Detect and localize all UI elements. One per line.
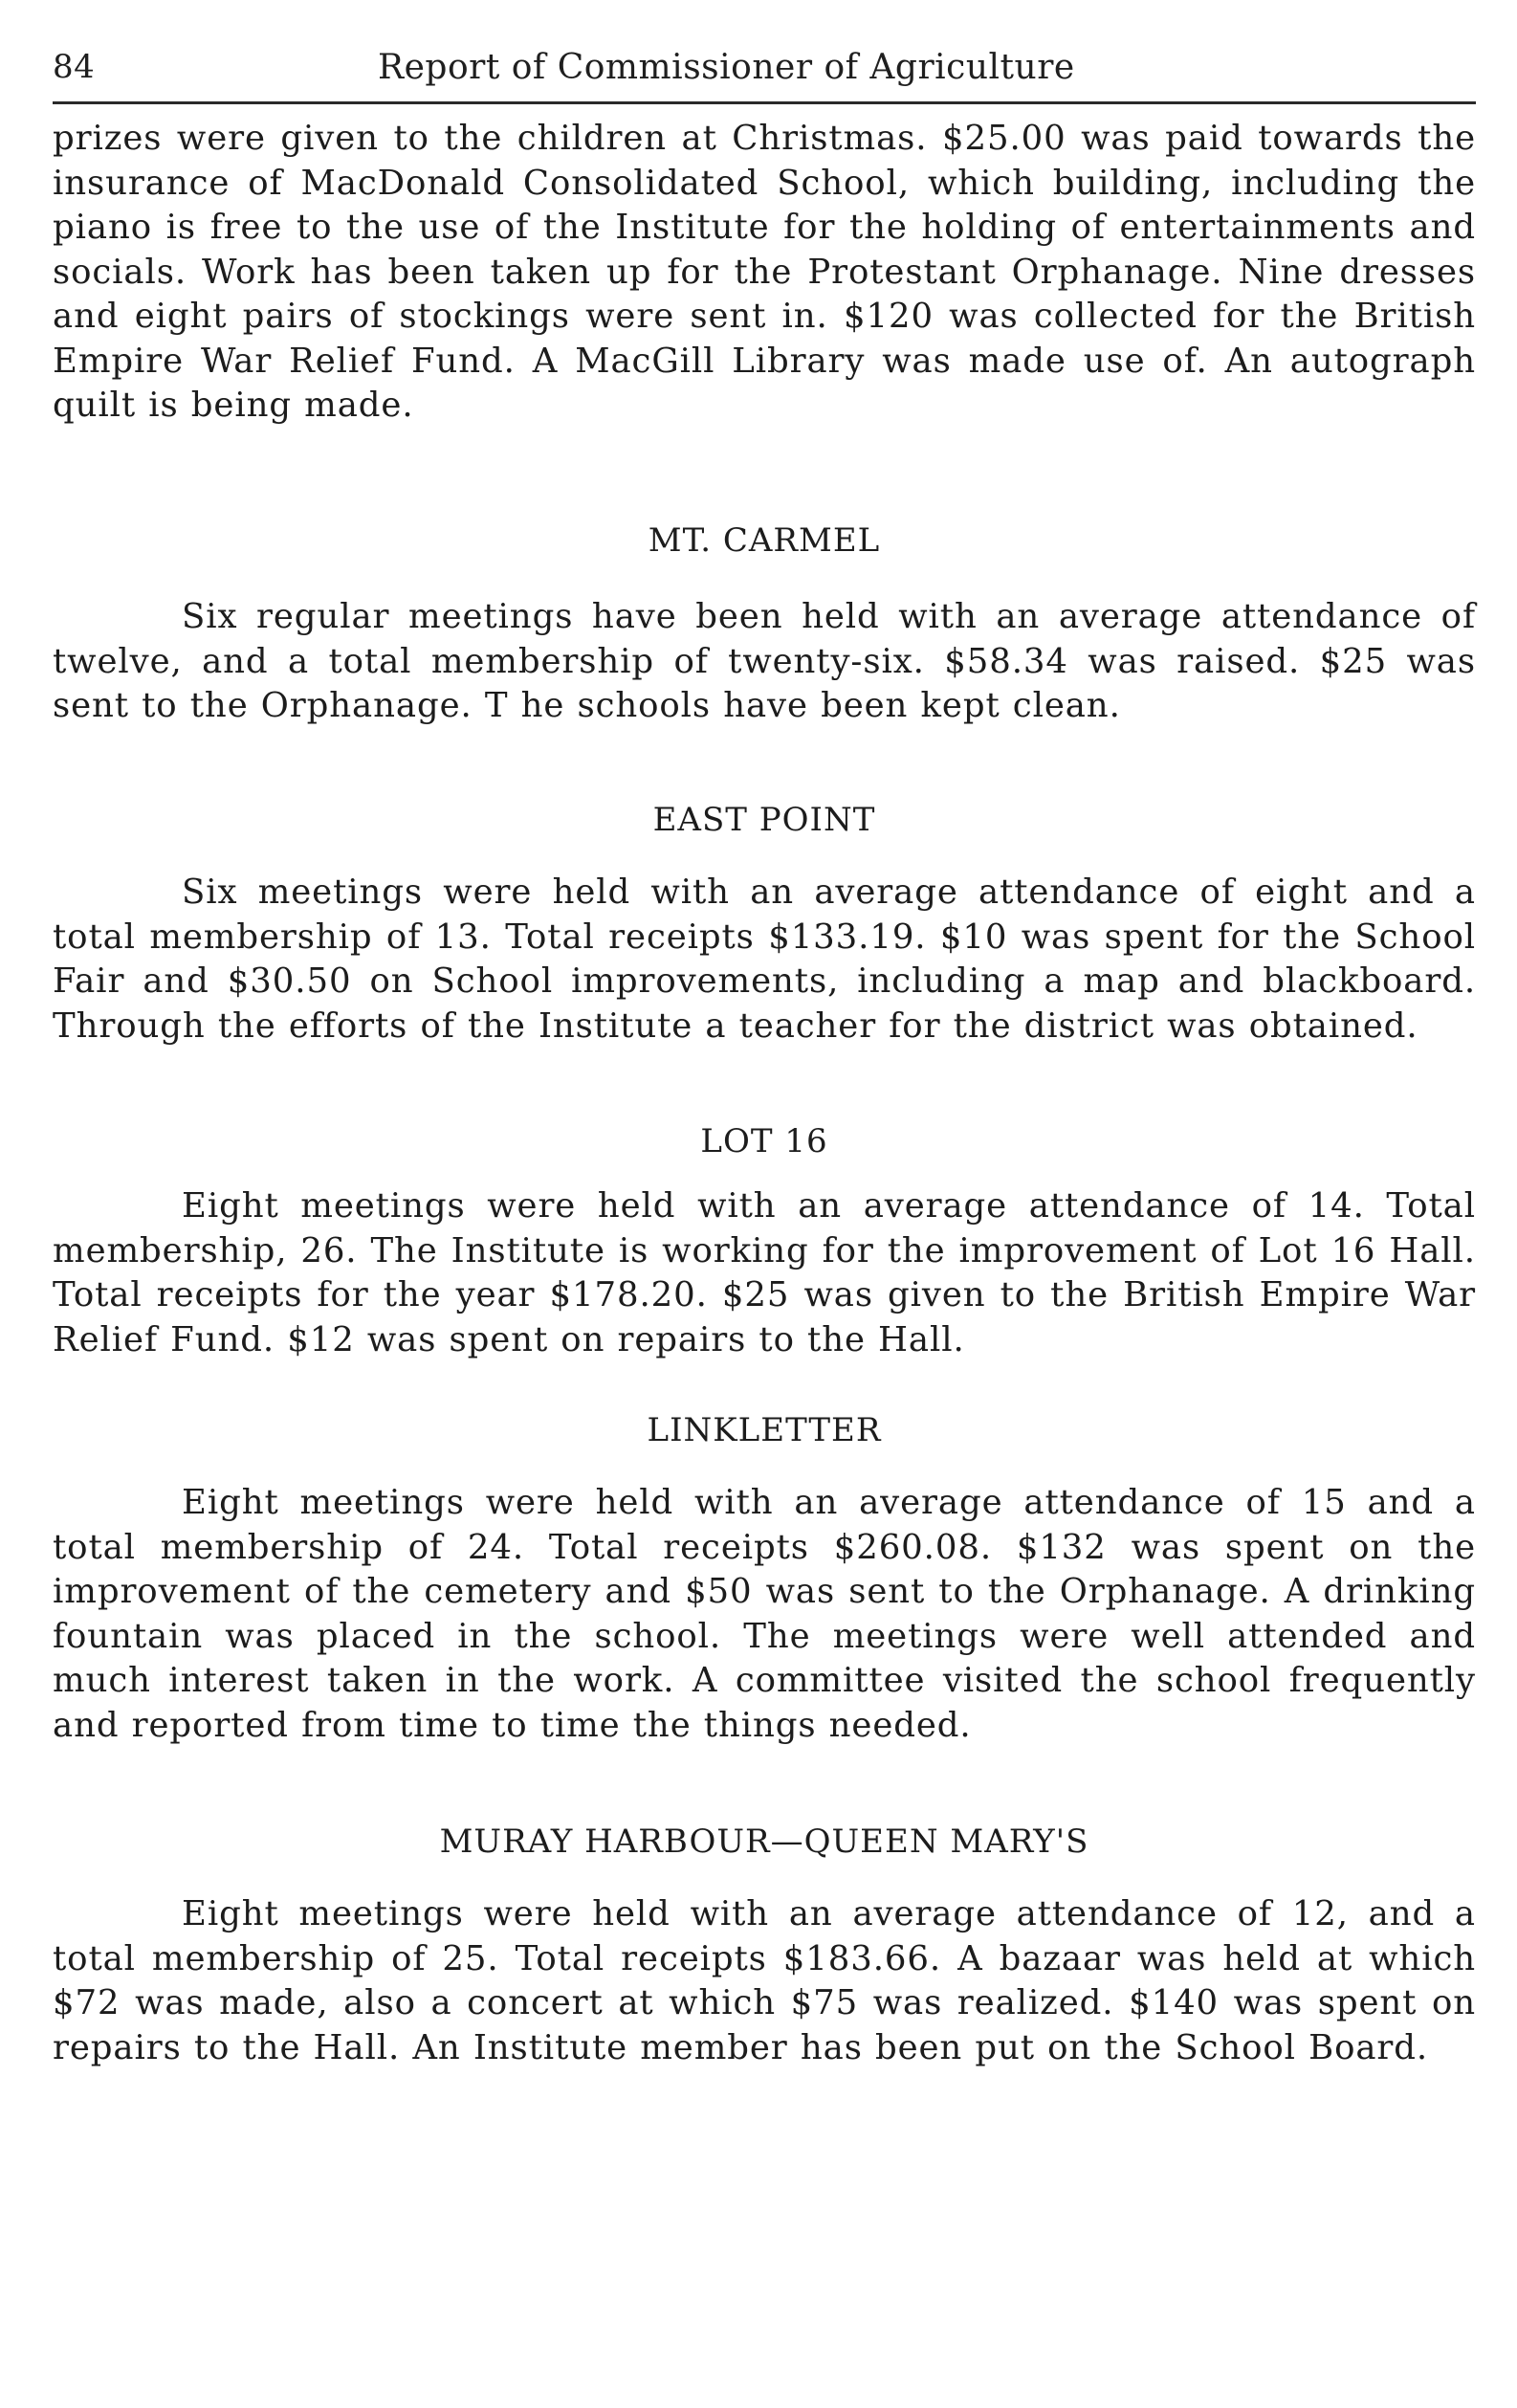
- page-header: [53, 38, 1478, 105]
- running-title: Report of Commissioner of Agriculture: [378, 48, 1075, 87]
- header-rule: [53, 101, 1476, 104]
- section-paragraph-linkletter: Eight meetings were held with an average attendance of 15 and a total membership of 24. Total receipts $260.08. $132 was spent on the improvement of the cemetery and $50 was sent to the Orphanage. A drinking fountain was placed in the school. The meetings were well attended and much interest taken in the work. A committee visited the school frequently and reported from time to time the things needed.: [53, 1483, 1476, 1745]
- section-heading-linkletter: LINKLETTER: [647, 1411, 882, 1449]
- section-heading-east-point: EAST POINT: [652, 801, 876, 839]
- section-paragraph-muray-harbour: Eight meetings were held with an average attendance of 12, and a total membership of 25. Total receipts $183.66. A bazaar was held at which $72 was made, also a concert at which $75 was realized. $140 was spent on repairs to the Hall. An Institute member has been put on the School Board.: [53, 1894, 1476, 2067]
- section-paragraph-east-point: Six meetings were held with an average attendance of eight and a total membership of 13. Total receipts $133.19. $10 was spent for the School Fair and $30.50 on School improvements, including a map and blackboard. Through the efforts of the Institute a teacher for the district was obtained.: [53, 873, 1476, 1046]
- section-heading-muray-harbour: MURAY HARBOUR—QUEEN MARY'S: [439, 1823, 1089, 1861]
- document-page: [53, 38, 1478, 2373]
- section-heading-lot-16: LOT 16: [700, 1122, 828, 1160]
- intro-paragraph: prizes were given to the children at Christmas. $25.00 was paid towards the insurance of MacDonald Consolidated School, which building, including the piano is free to the use of the Institute for the holding of entertainments and socials. Work has been taken up for the Protestant Orphanage. Nine dresses and eight pairs of stockings were sent in. $120 was collected for the British Empire War Relief Fund. A MacGill Library was made use of. An autograph quilt is being made.: [53, 119, 1476, 425]
- section-paragraph-lot-16: Eight meetings were held with an average attendance of 14. Total membership, 26. The Institute is working for the improvement of Lot 16 Hall. Total receipts for the year $178.20. $25 was given to the British Empire War Relief Fund. $12 was spent on repairs to the Hall.: [53, 1186, 1476, 1359]
- section-paragraph-mt-carmel: Six regular meetings have been held with an average attendance of twelve, and a total membership of twenty-six. $58.34 was raised. $25 was sent to the Orphanage. T he schools have been kept clean.: [53, 597, 1476, 725]
- section-heading-mt-carmel: MT. CARMEL: [648, 521, 881, 560]
- page-number: 84: [53, 48, 96, 86]
